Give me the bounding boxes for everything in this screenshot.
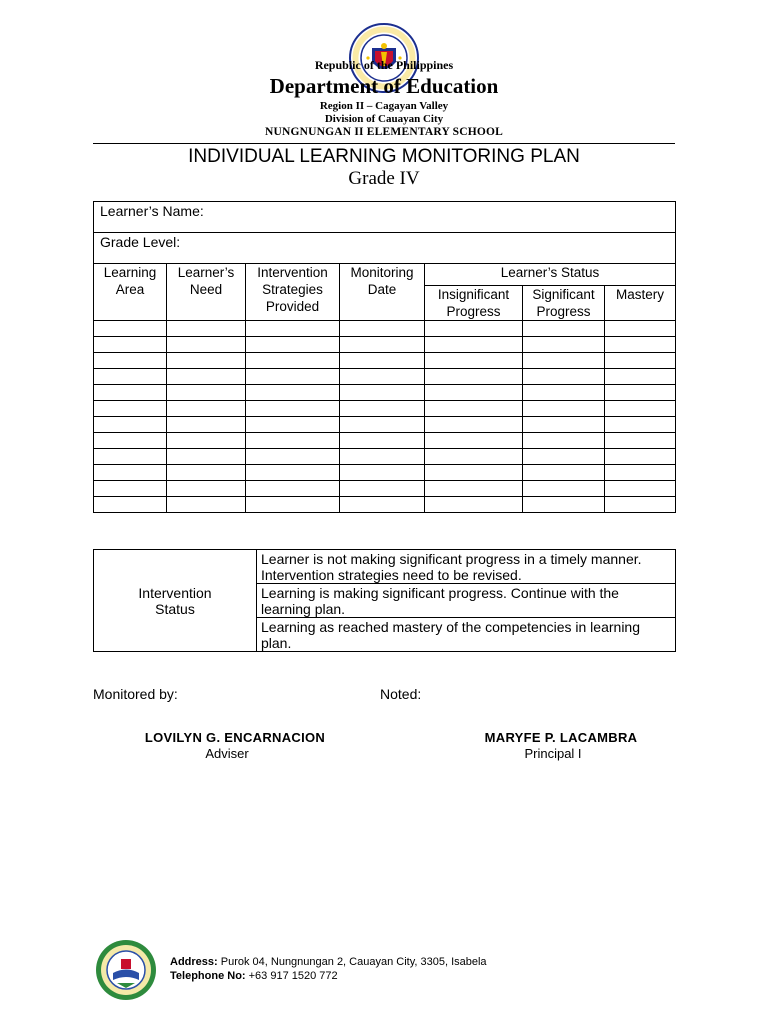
republic-heading: Republic of the Philippines xyxy=(314,58,454,72)
plan-table-cell[interactable] xyxy=(425,353,523,369)
plan-table-cell[interactable] xyxy=(425,481,523,497)
plan-table-cell[interactable] xyxy=(246,337,340,353)
monitoring-plan-table xyxy=(93,201,676,513)
adviser-name: LOVILYN G. ENCARNACION xyxy=(144,730,326,745)
footer-address xyxy=(170,956,487,968)
plan-table-cell[interactable] xyxy=(605,417,676,433)
plan-table-row xyxy=(94,433,676,449)
plan-table-row xyxy=(94,481,676,497)
plan-table-cell[interactable] xyxy=(246,481,340,497)
plan-table-cell[interactable] xyxy=(425,465,523,481)
form-title: INDIVIDUAL LEARNING MONITORING PLAN xyxy=(188,146,580,167)
plan-table-cell[interactable] xyxy=(94,401,167,417)
plan-table-cell[interactable] xyxy=(340,337,425,353)
plan-table-cell[interactable] xyxy=(246,449,340,465)
plan-table-cell[interactable] xyxy=(94,449,167,465)
header-mastery: Mastery xyxy=(605,286,676,321)
plan-table-cell[interactable] xyxy=(246,433,340,449)
plan-table-cell[interactable] xyxy=(167,433,246,449)
plan-table-cell[interactable] xyxy=(425,369,523,385)
monitored-by-label: Monitored by: xyxy=(93,686,178,702)
telephone-label: Telephone No: xyxy=(170,970,246,982)
plan-table-cell[interactable] xyxy=(340,417,425,433)
plan-table-cell[interactable] xyxy=(340,353,425,369)
plan-table-cell[interactable] xyxy=(340,449,425,465)
plan-table-cell[interactable] xyxy=(605,353,676,369)
plan-table-cell[interactable] xyxy=(425,385,523,401)
plan-table-row xyxy=(94,497,676,513)
plan-table-cell[interactable] xyxy=(167,465,246,481)
plan-table-cell[interactable] xyxy=(246,353,340,369)
header-significant-progress: Significant Progress xyxy=(523,286,605,321)
plan-table-cell[interactable] xyxy=(605,337,676,353)
plan-table-cell[interactable] xyxy=(94,385,167,401)
school-seal-logo xyxy=(95,939,157,1001)
plan-table-cell[interactable] xyxy=(523,321,605,337)
plan-table-cell[interactable] xyxy=(94,337,167,353)
intervention-status-table xyxy=(93,549,676,652)
plan-table-cell[interactable] xyxy=(167,369,246,385)
plan-table-cell[interactable] xyxy=(167,401,246,417)
plan-table-cell[interactable] xyxy=(167,481,246,497)
plan-table-cell[interactable] xyxy=(94,417,167,433)
plan-table-cell[interactable] xyxy=(523,433,605,449)
plan-table-cell[interactable] xyxy=(605,465,676,481)
header-intervention-strategies: Intervention Strategies Provided xyxy=(246,264,340,321)
header-insignificant-progress: Insignificant Progress xyxy=(425,286,523,321)
learner-name-label: Learner’s Name: xyxy=(100,203,204,219)
school-heading: NUNGNUNGAN II ELEMENTARY SCHOOL xyxy=(264,126,504,138)
plan-table-cell[interactable] xyxy=(340,465,425,481)
plan-table-cell[interactable] xyxy=(340,433,425,449)
division-heading: Division of Cauayan City xyxy=(324,113,444,125)
plan-table-cell[interactable] xyxy=(425,417,523,433)
plan-table-cell[interactable] xyxy=(94,465,167,481)
status-not-significant: Learner is not making significant progress in a timely manner. Intervention strategies need to be revised. xyxy=(257,550,676,584)
header-divider xyxy=(93,143,675,144)
plan-table-cell[interactable] xyxy=(94,481,167,497)
plan-table-cell[interactable] xyxy=(167,449,246,465)
plan-table-cell[interactable] xyxy=(246,369,340,385)
plan-table-row xyxy=(94,401,676,417)
plan-table-cell[interactable] xyxy=(94,321,167,337)
plan-table-cell[interactable] xyxy=(523,353,605,369)
address-value: Purok 04, Nungnungan 2, Cauayan City, 3305, Isabela xyxy=(217,956,487,968)
plan-table-cell[interactable] xyxy=(94,369,167,385)
plan-table-cell[interactable] xyxy=(167,497,246,513)
plan-table-cell[interactable] xyxy=(523,401,605,417)
plan-table-cell[interactable] xyxy=(246,401,340,417)
plan-table-row xyxy=(94,321,676,337)
adviser-title: Adviser xyxy=(205,746,249,761)
plan-table-cell[interactable] xyxy=(523,449,605,465)
plan-table-cell[interactable] xyxy=(340,369,425,385)
grade-level-label: Grade Level: xyxy=(100,234,181,250)
plan-table-cell[interactable] xyxy=(425,401,523,417)
plan-table-cell[interactable] xyxy=(94,497,167,513)
plan-table-cell[interactable] xyxy=(425,433,523,449)
plan-table-cell[interactable] xyxy=(523,337,605,353)
status-mastery: Learning as reached mastery of the competencies in learning plan. xyxy=(257,618,676,652)
plan-table-row xyxy=(94,353,676,369)
plan-table-cell[interactable] xyxy=(605,385,676,401)
plan-table-cell[interactable] xyxy=(523,497,605,513)
header-monitoring-date: Monitoring Date xyxy=(340,264,425,321)
header-learners-need: Learner’s Need xyxy=(167,264,246,321)
plan-table-cell[interactable] xyxy=(94,353,167,369)
plan-table-cell[interactable] xyxy=(246,497,340,513)
plan-table-cell[interactable] xyxy=(605,481,676,497)
plan-table-cell[interactable] xyxy=(605,497,676,513)
plan-table-cell[interactable] xyxy=(246,321,340,337)
plan-table-cell[interactable] xyxy=(167,321,246,337)
plan-table-cell[interactable] xyxy=(340,401,425,417)
plan-table-cell[interactable] xyxy=(425,449,523,465)
plan-table-cell[interactable] xyxy=(246,465,340,481)
principal-name: MARYFE P. LACAMBRA xyxy=(484,730,638,745)
plan-table-cell[interactable] xyxy=(340,481,425,497)
status-significant: Learning is making significant progress. Continue with the learning plan. xyxy=(257,584,676,618)
plan-table-cell[interactable] xyxy=(523,385,605,401)
plan-table-cell[interactable] xyxy=(246,417,340,433)
plan-table-cell[interactable] xyxy=(425,497,523,513)
principal-title: Principal I xyxy=(524,746,582,761)
plan-table-row xyxy=(94,417,676,433)
plan-table-cell[interactable] xyxy=(605,433,676,449)
header-learning-area: Learning Area xyxy=(94,264,167,321)
plan-table-cell[interactable] xyxy=(605,449,676,465)
noted-label: Noted: xyxy=(380,686,422,702)
plan-table-cell[interactable] xyxy=(523,369,605,385)
region-heading: Region II – Cagayan Valley xyxy=(319,100,449,112)
plan-table-cell[interactable] xyxy=(167,337,246,353)
plan-table-cell[interactable] xyxy=(246,385,340,401)
plan-table-cell[interactable] xyxy=(523,417,605,433)
plan-table-row xyxy=(94,385,676,401)
plan-table-row xyxy=(94,449,676,465)
plan-table-row xyxy=(94,337,676,353)
plan-table-cell[interactable] xyxy=(605,321,676,337)
plan-rows xyxy=(94,321,676,513)
plan-table-cell[interactable] xyxy=(605,369,676,385)
department-heading: Department of Education xyxy=(269,74,499,98)
plan-table-cell[interactable] xyxy=(167,385,246,401)
footer-telephone xyxy=(170,970,338,982)
intervention-status-label: Intervention Status xyxy=(94,550,257,652)
plan-table-cell[interactable] xyxy=(167,353,246,369)
plan-table-cell[interactable] xyxy=(167,417,246,433)
plan-table-cell[interactable] xyxy=(523,481,605,497)
plan-table-cell[interactable] xyxy=(605,401,676,417)
plan-table-cell[interactable] xyxy=(425,337,523,353)
address-label: Address: xyxy=(170,956,218,968)
plan-table-cell[interactable] xyxy=(425,321,523,337)
plan-table-row xyxy=(94,369,676,385)
header-learners-status: Learner’s Status xyxy=(425,264,676,286)
telephone-value: +63 917 1520 772 xyxy=(245,970,338,982)
plan-table-cell[interactable] xyxy=(340,385,425,401)
grade-heading: Grade IV xyxy=(348,168,420,189)
plan-table-cell[interactable] xyxy=(94,433,167,449)
plan-table-row xyxy=(94,465,676,481)
plan-table-cell[interactable] xyxy=(340,497,425,513)
learner-name-field[interactable] xyxy=(94,202,676,233)
plan-table-cell[interactable] xyxy=(340,321,425,337)
grade-level-field[interactable] xyxy=(94,233,676,264)
plan-table-cell[interactable] xyxy=(523,465,605,481)
